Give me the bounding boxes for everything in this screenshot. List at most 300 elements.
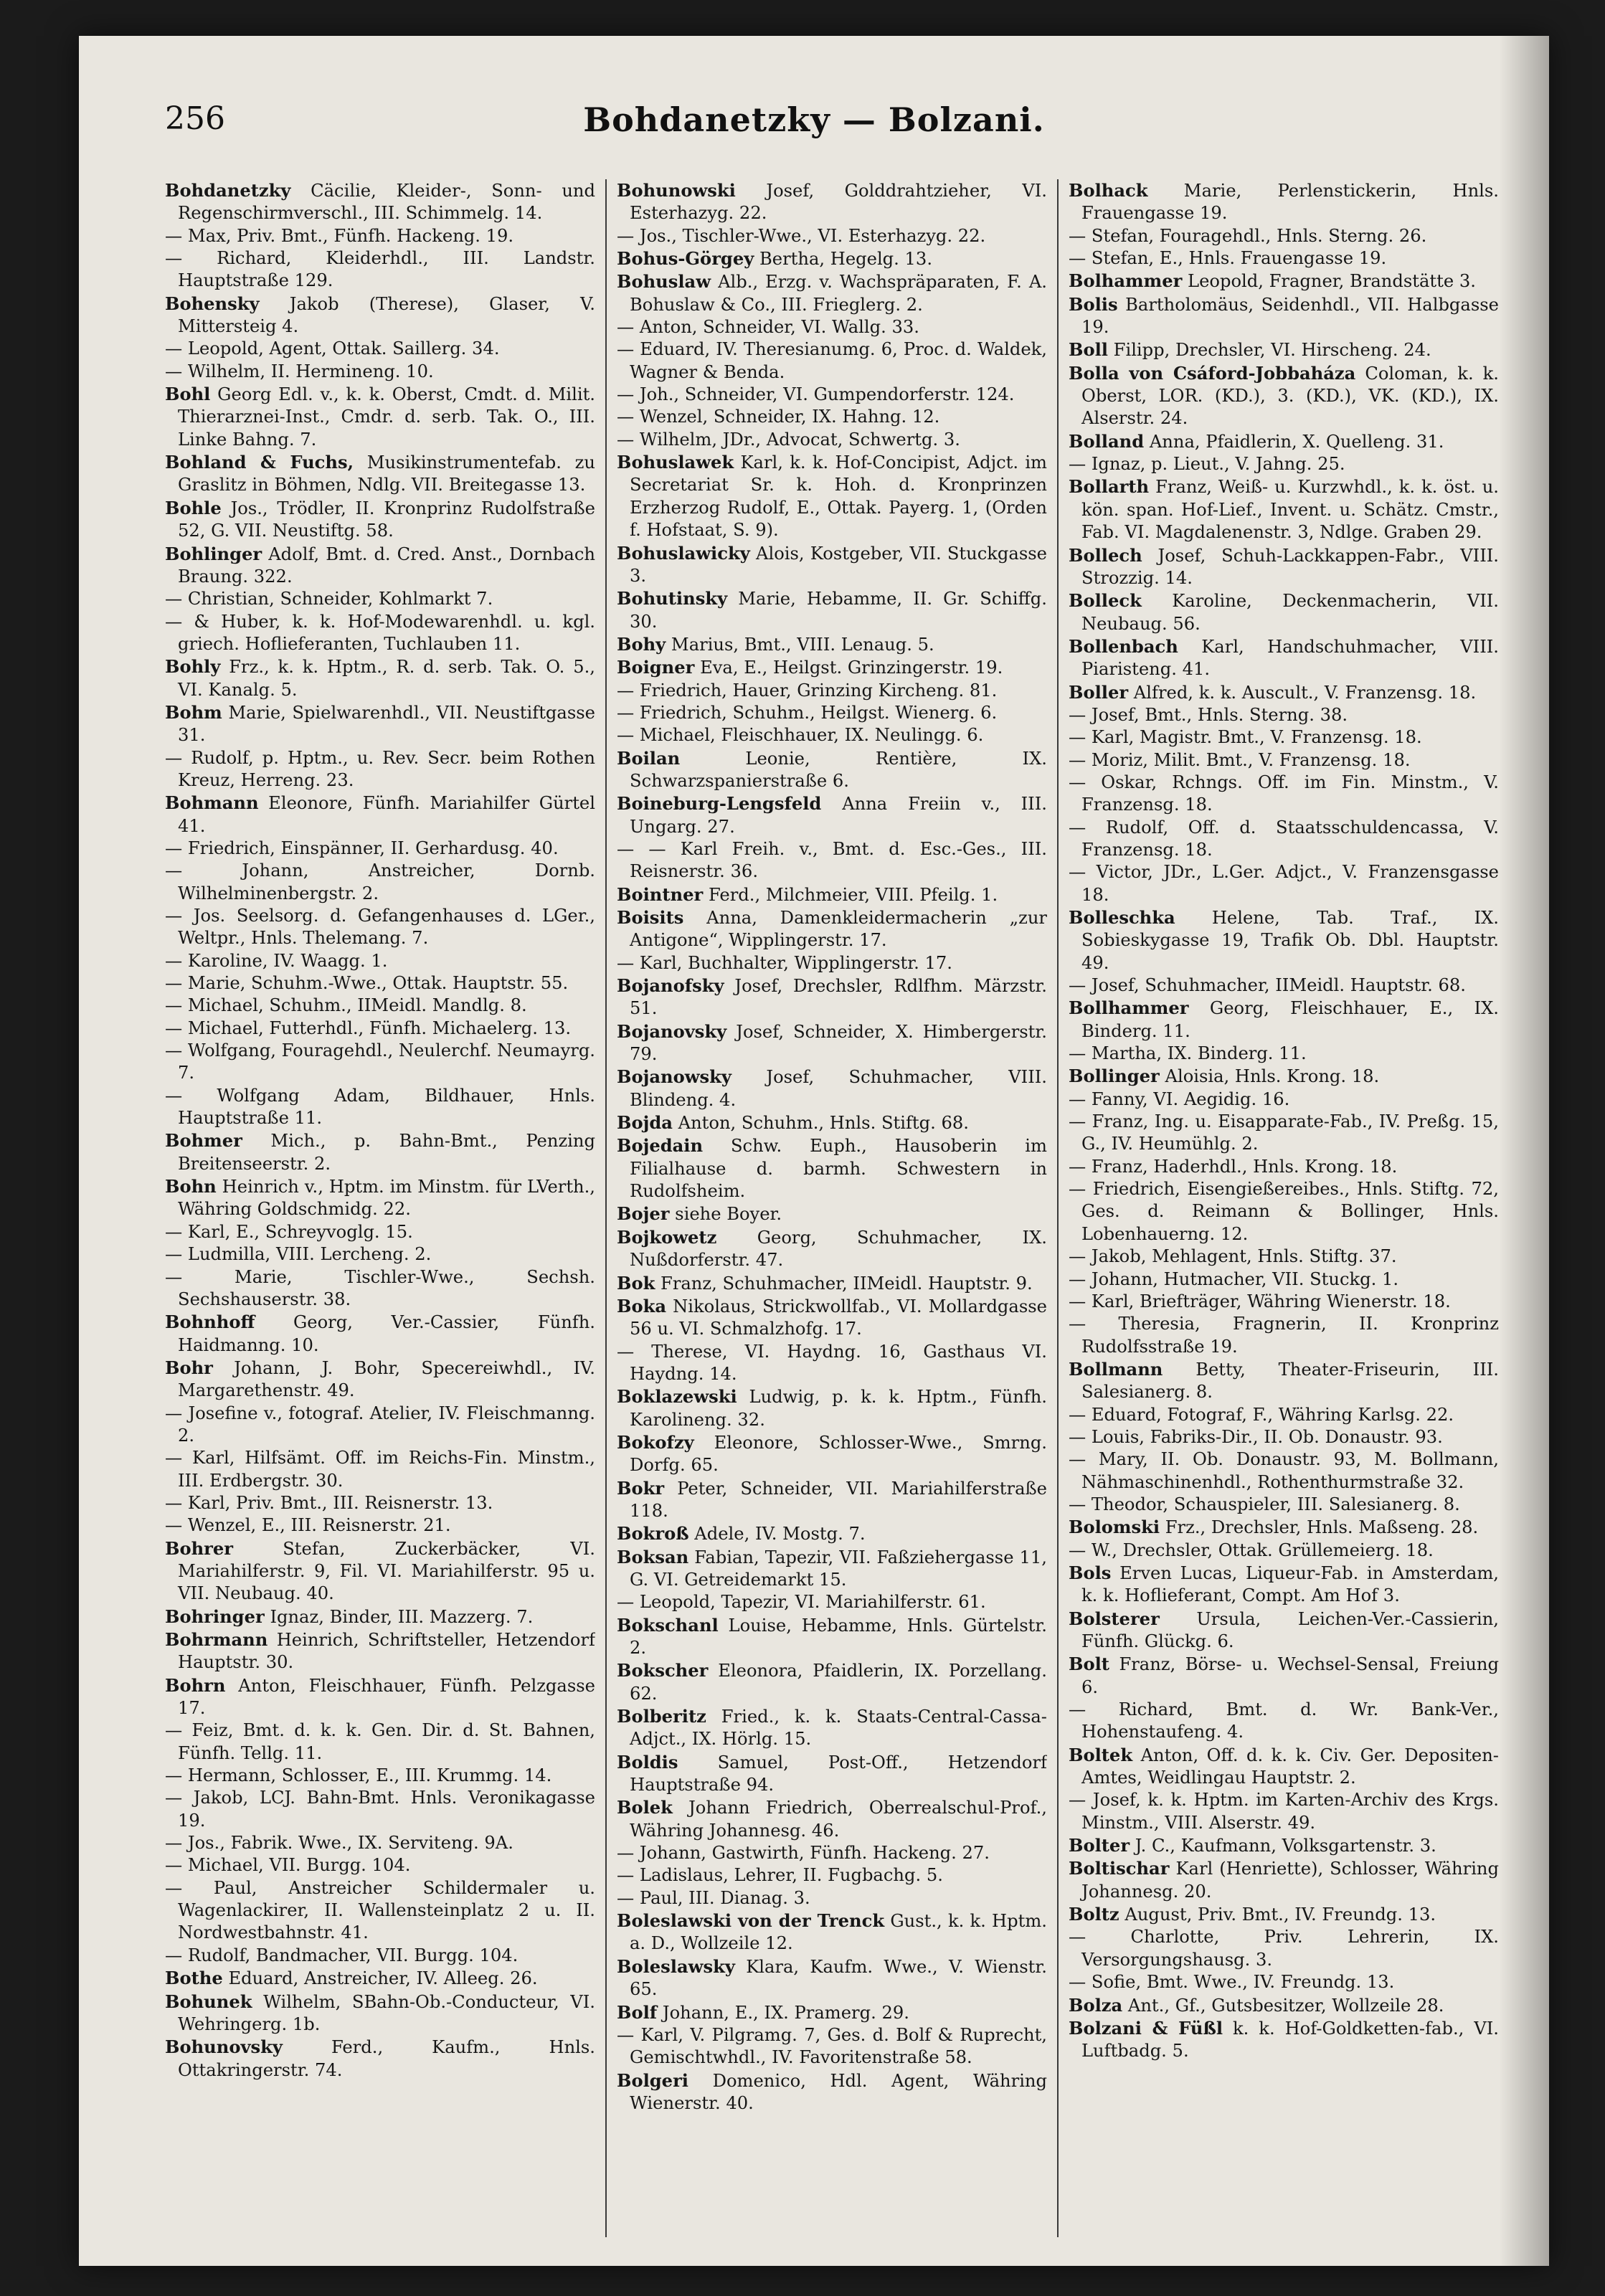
entry-details: — Leopold, Agent, Ottak. Saillerg. 34.	[165, 338, 500, 359]
directory-entry	[165, 1017, 595, 1040]
entry-surname: Boleslawsky	[617, 1955, 735, 1977]
directory-entry	[165, 1719, 595, 1765]
entry-surname: Bohmann	[165, 792, 259, 814]
directory-entry	[165, 1832, 595, 1854]
entry-details: — Moriz, Milit. Bmt., V. Franzensg. 18.	[1069, 749, 1411, 770]
entry-surname: Bohn	[165, 1176, 217, 1197]
directory-entry	[1069, 362, 1499, 430]
directory-entry	[165, 451, 595, 497]
directory-entry	[617, 974, 1047, 1020]
directory-entry	[165, 1877, 595, 1945]
directory-entry	[165, 1787, 595, 1832]
directory-entry	[1069, 1744, 1499, 1790]
entry-details: — Leopold, Tapezir, VI. Mariahilferstr. 61.	[617, 1592, 986, 1613]
directory-entry	[617, 1202, 1047, 1225]
entry-details: Marie, Hebamme, II. Gr. Schiffg. 30.	[630, 589, 1047, 632]
entry-details: — Jos., Fabrik. Wwe., IX. Serviteng. 9A.	[165, 1833, 513, 1854]
entry-surname: Bohly	[165, 656, 221, 678]
entry-details: Eduard, Anstreicher, IV. Alleeg. 26.	[228, 1968, 538, 1989]
directory-entry	[1069, 430, 1499, 453]
directory-entry	[1069, 817, 1499, 862]
entry-details: Ferd., Milchmeier, VIII. Pfeilg. 1.	[708, 884, 998, 905]
directory-entry	[617, 633, 1047, 656]
entry-details: Ant., Gf., Gutsbesitzer, Wollzeile 28.	[1127, 1995, 1444, 2016]
directory-entry	[617, 1546, 1047, 1592]
directory-entry	[617, 838, 1047, 883]
directory-entry	[165, 792, 595, 838]
entry-details: — Josef, Bmt., Hnls. Sterng. 38.	[1069, 704, 1348, 725]
entry-details: Karl, Handschuhmacher, VIII. Piaristeng. 41.	[1081, 636, 1499, 680]
entry-details: Ignaz, Binder, III. Mazzerg. 7.	[270, 1606, 534, 1627]
entry-details: — Eduard, IV. Theresianumg. 6, Proc. d. Waldek, Wagner & Benda.	[617, 339, 1047, 382]
directory-entry	[617, 225, 1047, 247]
directory-entry	[1069, 1516, 1499, 1539]
directory-entry	[1069, 1156, 1499, 1178]
entry-details: — Johann, Anstreicher, Dornb. Wilhelminenbergstr. 2.	[165, 860, 595, 903]
directory-entry	[1069, 1426, 1499, 1448]
directory-entry	[165, 1605, 595, 1628]
entry-details: Domenico, Hdl. Agent, Währing Wienerstr. 40.	[630, 2070, 1047, 2113]
entry-surname: Bohrer	[165, 1537, 234, 1559]
directory-entry	[165, 1040, 595, 1085]
entry-details: Josef, Schuh-Lackkappen-Fabr., VIII. Strozzig. 14.	[1081, 545, 1499, 588]
entry-details: Franz, Weiß- u. Kurzwhdl., k. k. öst. u. kön. span. Hof-Lief., Invent. u. Schätz. Cmstr., Fab. VI. Magdalenenstr. 3, Ndlge. Graben 29.	[1081, 477, 1499, 543]
directory-entry	[165, 1991, 595, 2036]
entry-details: Bartholomäus, Seidenhdl., VII. Halbgasse 19.	[1081, 294, 1499, 338]
entry-surname: Bohringer	[165, 1605, 265, 1627]
entry-surname: Bojanofsky	[617, 975, 724, 997]
column-3	[1069, 179, 1499, 2244]
directory-entry	[165, 1765, 595, 1787]
directory-entry	[165, 950, 595, 972]
directory-entry	[165, 247, 595, 293]
entry-details: Josef, Schneider, X. Himbergerstr. 79.	[630, 1021, 1047, 1065]
entry-details: Coloman, k. k. Oberst, LOR. (KD.), 3. (KD.), VK. (KD.), IX. Alserstr. 24.	[1081, 363, 1499, 429]
entry-details: Johann, J. Bohr, Specereiwhdl., IV. Margarethenstr. 49.	[178, 1357, 595, 1401]
entry-details: — Eduard, Fotograf, F., Währing Karlsg. 22.	[1069, 1404, 1454, 1425]
directory-entry	[1069, 1268, 1499, 1291]
directory-entry	[1069, 1789, 1499, 1834]
entry-surname: Bohnhoff	[165, 1311, 255, 1333]
directory-entry	[617, 2001, 1047, 2024]
directory-entry	[165, 588, 595, 610]
directory-entry	[1069, 749, 1499, 772]
directory-entry	[165, 701, 595, 747]
entry-details: — Joh., Schneider, VI. Gumpendorferstr. 124.	[617, 384, 1015, 405]
directory-entry	[1069, 1404, 1499, 1426]
entry-details: — Michael, Fleischhauer, IX. Neulingg. 6.	[617, 725, 984, 746]
entry-surname: Boilan	[617, 747, 681, 769]
directory-entry	[165, 1537, 595, 1605]
entry-details: Alfred, k. k. Auscult., V. Franzensg. 18.	[1133, 682, 1477, 703]
directory-entry	[1069, 1994, 1499, 2017]
entry-details: — Friedrich, Eisengießereibes., Hnls. Stiftg. 72, Ges. d. Reimann & Bollinger, Hnls. Lobenhauerng. 12.	[1069, 1179, 1499, 1244]
entry-surname: Bohland & Fuchs,	[165, 452, 354, 473]
entry-details: Louise, Hebamme, Hnls. Gürtelstr. 2.	[630, 1615, 1047, 1658]
directory-entry	[617, 883, 1047, 906]
entry-details: Nikolaus, Strickwollfab., VI. Mollardgasse 56 u. VI. Schmalzhofg. 17.	[630, 1296, 1047, 1339]
entry-surname: Bolzani & Füßl	[1069, 2017, 1223, 2039]
entry-details: Heinrich v., Hptm. im Minstm. für LVerth., Währing Goldschmidg. 22.	[178, 1177, 595, 1220]
entry-details: — Anton, Schneider, VI. Wallg. 33.	[617, 317, 919, 338]
entry-details: k. k. Hof-Goldketten-fab., VI. Luftbadg. 5.	[1081, 2018, 1499, 2062]
entry-details: — Michael, VII. Burgg. 104.	[165, 1855, 411, 1876]
directory-entry	[1069, 1494, 1499, 1516]
entry-details: — — Karl Freih. v., Bmt. d. Esc.-Ges., III. Reisnerstr. 36.	[617, 838, 1047, 882]
directory-entry	[617, 1887, 1047, 1910]
directory-entry	[617, 1066, 1047, 1111]
directory-entry	[1069, 1562, 1499, 1608]
directory-entry	[617, 1522, 1047, 1545]
entry-details: Josef, Drechsler, Rdlfhm. Märzstr. 51.	[630, 976, 1047, 1019]
directory-entry	[165, 1628, 595, 1674]
column-divider	[605, 179, 607, 2237]
entry-surname: Bolla von Csáford-Jobbaháza	[1069, 362, 1356, 384]
directory-entry	[617, 1272, 1047, 1295]
entry-details: Ursula, Leichen-Ver.-Cassierin, Fünfh. Glückg. 6.	[1081, 1608, 1499, 1651]
entry-surname: Bohensky	[165, 293, 260, 314]
entry-details: Franz, Börse- u. Wechsel-Sensal, Freiung 6.	[1081, 1654, 1499, 1697]
entry-surname: Bolhack	[1069, 180, 1148, 201]
entry-details: Aloisia, Hnls. Krong. 18.	[1165, 1066, 1380, 1087]
directory-entry	[617, 952, 1047, 974]
entry-surname: Bohuslawicky	[617, 542, 750, 564]
directory-entry	[165, 1311, 595, 1357]
entry-details: Fabian, Tapezir, VII. Faßziehergasse 11, G. VI. Getreidemarkt 15.	[630, 1547, 1047, 1590]
entry-surname: Bollhammer	[1069, 997, 1189, 1019]
entry-surname: Bohunowski	[617, 180, 736, 201]
entry-details: — Oskar, Rchngs. Off. im Fin. Minstm., V. Franzensg. 18.	[1069, 772, 1499, 815]
entry-details: — Karl, Magistr. Bmt., V. Franzensg. 18.	[1069, 727, 1422, 748]
entry-surname: Bolis	[1069, 293, 1118, 315]
entry-details: — Johann, Hutmacher, VII. Stuckg. 1.	[1069, 1268, 1399, 1289]
entry-surname: Bollech	[1069, 544, 1142, 566]
directory-entry	[165, 655, 595, 701]
directory-entry	[617, 1796, 1047, 1842]
entry-surname: Bolt	[1069, 1654, 1109, 1675]
column-2	[617, 179, 1047, 2244]
directory-entry	[617, 1955, 1047, 2001]
entry-details: Johann Friedrich, Oberrealschul-Prof., Währing Johannesg. 46.	[630, 1798, 1047, 1841]
entry-details: — Franz, Ing. u. Eisapparate-Fab., IV. Preßg. 15, G., IV. Heumühlg. 2.	[1069, 1111, 1499, 1154]
directory-entry	[1069, 2017, 1499, 2063]
entry-details: — Stefan, E., Hnls. Frauengasse 19.	[1069, 248, 1387, 269]
entry-surname: Bohdanetzky	[165, 180, 291, 201]
entry-details: — Marie, Tischler-Wwe., Sechsh. Sechshauserstr. 38.	[165, 1266, 595, 1309]
entry-details: — Karl, Priv. Bmt., III. Reisnerstr. 13.	[165, 1492, 493, 1513]
entry-details: — Wolfgang, Fouragehdl., Neulerchf. Neumayrg. 7.	[165, 1040, 595, 1083]
entry-surname: Bolf	[617, 2001, 658, 2023]
directory-entry	[617, 1705, 1047, 1751]
directory-entry	[1069, 1178, 1499, 1246]
directory-entry	[617, 1431, 1047, 1477]
directory-entry	[165, 1085, 595, 1130]
entry-details: Eleonore, Fünfh. Mariahilfer Gürtel 41.	[178, 793, 595, 836]
page-edge-shadow	[1499, 36, 1549, 2266]
directory-entry	[1069, 1448, 1499, 1494]
directory-entry	[1069, 1111, 1499, 1156]
entry-surname: Boigner	[617, 657, 695, 678]
directory-entry	[165, 1674, 595, 1720]
entry-details: — Stefan, Fouragehdl., Hnls. Sterng. 26.	[1069, 225, 1427, 246]
entry-surname: Bojda	[617, 1112, 673, 1134]
entry-details: — W., Drechsler, Ottak. Grüllemeierg. 18.	[1069, 1540, 1434, 1560]
directory-entry	[1069, 1540, 1499, 1562]
directory-entry	[165, 1175, 595, 1221]
directory-entry	[617, 270, 1047, 316]
directory-entry	[617, 338, 1047, 384]
entry-surname: Bok	[617, 1272, 655, 1294]
entry-surname: Bojanovsky	[617, 1020, 727, 1042]
entry-details: — Rudolf, Bandmacher, VII. Burgg. 104.	[165, 1945, 519, 1965]
entry-surname: Boller	[1069, 681, 1129, 703]
entry-surname: Bols	[1069, 1562, 1112, 1583]
entry-details: Stefan, Zuckerbäcker, VI. Mariahilferstr. 9, Fil. VI. Mariahilferstr. 95 u. VII. Neubaug. 40.	[178, 1538, 595, 1604]
directory-entry	[1069, 726, 1499, 749]
directory-entry	[617, 1295, 1047, 1341]
entry-surname: Bohus-Görgey	[617, 248, 754, 270]
entry-details: Marius, Bmt., VIII. Lenaug. 5.	[671, 634, 934, 655]
directory-entry	[165, 747, 595, 792]
page-number: 256	[165, 100, 225, 137]
entry-details: — Theresia, Fragnerin, II. Kronprinz Rudolfsstraße 19.	[1069, 1314, 1499, 1357]
entry-details: — Karl, Briefträger, Währing Wienerstr. 18.	[1069, 1291, 1451, 1311]
entry-details: — Michael, Schuhm., IIMeidl. Mandlg. 8.	[165, 995, 527, 1016]
entry-details: August, Priv. Bmt., IV. Freundg. 13.	[1125, 1904, 1436, 1925]
entry-details: Gust., k. k. Hptm. a. D., Wollzeile 12.	[630, 1911, 1047, 1954]
directory-entry	[617, 1111, 1047, 1134]
directory-entry	[617, 680, 1047, 702]
entry-details: — Wilhelm, II. Hermineng. 10.	[165, 361, 434, 381]
entry-surname: Bohutinsky	[617, 588, 728, 609]
entry-details: Leopold, Fragner, Brandstätte 3.	[1188, 271, 1476, 292]
entry-surname: Bohr	[165, 1357, 213, 1378]
directory-entry	[165, 1854, 595, 1877]
directory-entry	[617, 247, 1047, 270]
directory-entry	[165, 2036, 595, 2082]
entry-surname: Boltz	[1069, 1904, 1119, 1925]
entry-details: — Josefine v., fotograf. Atelier, IV. Fleischmanng. 2.	[165, 1403, 595, 1446]
directory-entry	[617, 2069, 1047, 2115]
entry-details: Schw. Euph., Hausoberin im Filialhause d. barmh. Schwestern in Rudolfsheim.	[630, 1136, 1047, 1202]
entry-surname: Bohle	[165, 497, 222, 518]
entry-surname: Boll	[1069, 339, 1108, 361]
entry-details: Adolf, Bmt. d. Cred. Anst., Dornbach Braung. 322.	[178, 544, 595, 587]
directory-entry	[1069, 247, 1499, 270]
entry-details: — Jakob, LCJ. Bahn-Bmt. Hnls. Veronikagasse 19.	[165, 1788, 595, 1831]
entry-details: — Richard, Kleiderhdl., III. Landstr. Hauptstraße 129.	[165, 248, 595, 291]
entry-details: Cäcilie, Kleider-, Sonn- und Regenschirmverschl., III. Schimmelg. 14.	[178, 181, 595, 224]
column-divider	[1057, 179, 1059, 2237]
entry-details: Georg, Schuhmacher, IX. Nußdorferstr. 47.	[630, 1227, 1047, 1271]
entry-details: — Max, Priv. Bmt., Fünfh. Hackeng. 19.	[165, 225, 514, 246]
directory-entry	[165, 1243, 595, 1266]
directory-entry	[1069, 1291, 1499, 1313]
entry-details: Eva, E., Heilgst. Grinzingerstr. 19.	[700, 658, 1003, 678]
entry-details: — Rudolf, Off. d. Staatsschuldencassa, V. Franzensg. 18.	[1069, 817, 1499, 860]
directory-entry	[617, 451, 1047, 541]
entry-details: — Karl, E., Schreyvoglg. 15.	[165, 1221, 413, 1242]
entry-details: Frz., Drechsler, Hnls. Maßseng. 28.	[1165, 1517, 1479, 1538]
directory-entry	[617, 906, 1047, 952]
directory-entry	[617, 316, 1047, 338]
entry-details: Georg, Ver.-Cassier, Fünfh. Haidmanng. 10.	[178, 1312, 595, 1355]
entry-details: — Fanny, VI. Aegidig. 16.	[1069, 1088, 1290, 1109]
directory-entry	[617, 1591, 1047, 1613]
entry-surname: Bohmer	[165, 1130, 242, 1152]
entry-details: — Hermann, Schlosser, E., III. Krummg. 14.	[165, 1765, 552, 1786]
entry-surname: Bolgeri	[617, 2069, 688, 2091]
entry-details: — & Huber, k. k. Hof-Modewarenhdl. u. kgl. griech. Hoflieferanten, Tuchlauben 11.	[165, 611, 595, 654]
entry-surname: Boldis	[617, 1751, 678, 1773]
entry-surname: Bointner	[617, 883, 704, 905]
directory-entry	[1069, 270, 1499, 293]
directory-entry	[617, 656, 1047, 679]
entry-details: — Friedrich, Hauer, Grinzing Kircheng. 81.	[617, 680, 998, 701]
entry-details: — Ignaz, p. Lieut., V. Jahng. 25.	[1069, 454, 1345, 475]
entry-surname: Bojedain	[617, 1135, 704, 1157]
entry-surname: Bohy	[617, 633, 666, 655]
directory-entry	[1069, 861, 1499, 906]
entry-surname: Bolomski	[1069, 1517, 1160, 1538]
directory-entry	[165, 383, 595, 451]
entry-details: Fried., k. k. Staats-Central-Cassa-Adjct., IX. Hörlg. 15.	[630, 1707, 1047, 1750]
entry-surname: Boltek	[1069, 1744, 1133, 1765]
entry-details: Heinrich, Schriftsteller, Hetzendorf Hauptstr. 30.	[178, 1630, 595, 1673]
entry-surname: Boleslawski von der Trenck	[617, 1910, 885, 1932]
running-title: Bohdanetzky — Bolzani.	[583, 100, 1045, 139]
directory-entry	[165, 1403, 595, 1448]
entry-details: Anna, Damenkleidermacherin „zur Antigone“, Wipplingerstr. 17.	[630, 908, 1047, 951]
entry-surname: Bokscher	[617, 1660, 709, 1681]
entry-details: — Paul, III. Dianag. 3.	[617, 1887, 810, 1908]
entry-details: Alois, Kostgeber, VII. Stuckgasse 3.	[630, 543, 1047, 586]
entry-details: — Karoline, IV. Waagg. 1.	[165, 950, 388, 971]
directory-entry	[1069, 1857, 1499, 1903]
entry-surname: Bollarth	[1069, 476, 1150, 498]
entry-surname: Bokofzy	[617, 1431, 694, 1453]
entry-surname: Bohunek	[165, 1991, 252, 2012]
directory-entry	[1069, 1834, 1499, 1857]
directory-entry	[165, 905, 595, 950]
entry-details: Eleonore, Schlosser-Wwe., Smrng. Dorfg. 65.	[630, 1432, 1047, 1476]
directory-entry	[617, 1910, 1047, 1955]
entry-details: — Wolfgang Adam, Bildhauer, Hnls. Hauptstraße 11.	[165, 1085, 595, 1129]
entry-details: — Karl, Buchhalter, Wipplingerstr. 17.	[617, 952, 952, 973]
entry-details: Anton, Schuhm., Hnls. Stiftg. 68.	[678, 1113, 969, 1134]
entry-details: Bertha, Hegelg. 13.	[759, 249, 933, 270]
entry-details: — Louis, Fabriks-Dir., II. Ob. Donaustr. 93.	[1069, 1426, 1443, 1447]
entry-details: Karl, k. k. Hof-Concipist, Adjct. im Secretariat Sr. k. Hoh. d. Kronprinzen Erzherzog Rudolf, E., Ottak. Payerg. 1, (Orden f. Hofstaat, S. 9).	[630, 452, 1047, 541]
entry-details: — Wilhelm, JDr., Advocat, Schwertg. 3.	[617, 429, 960, 450]
directory-entry	[1069, 1971, 1499, 1993]
entry-surname: Bohuslawek	[617, 452, 734, 473]
entry-details: Anton, Fleischhauer, Fünfh. Pelzgasse 17.	[178, 1675, 595, 1719]
entry-details: Alb., Erzg. v. Wachspräparaten, F. A. Bohuslaw & Co., III. Frieglerg. 2.	[630, 272, 1047, 315]
entry-details: Karoline, Deckenmacherin, VII. Neubaug. 56.	[1081, 591, 1499, 634]
entry-details: — Sofie, Bmt. Wwe., IV. Freundg. 13.	[1069, 1972, 1395, 1993]
directory-entry	[617, 179, 1047, 225]
entry-details: — Mary, II. Ob. Donaustr. 93, M. Bollmann, Nähmaschinenhdl., Rothenthurmstraße 32.	[1069, 1449, 1499, 1492]
directory-entry	[165, 1221, 595, 1243]
entry-surname: Bohm	[165, 701, 222, 723]
directory-page	[79, 36, 1549, 2266]
directory-entry	[617, 702, 1047, 724]
directory-entry	[617, 587, 1047, 633]
entry-details: — Ludmilla, VIII. Lercheng. 2.	[165, 1244, 432, 1265]
entry-surname: Boka	[617, 1295, 667, 1317]
entry-details: Marie, Spielwarenhdl., VII. Neustiftgasse 31.	[178, 702, 595, 746]
entry-details: Anna Freiin v., III. Ungarg. 27.	[630, 794, 1047, 837]
entry-surname: Boisits	[617, 907, 684, 928]
entry-details: Ferd., Kaufm., Hnls. Ottakringerstr. 74.	[178, 2037, 595, 2080]
directory-entry	[1069, 225, 1499, 247]
entry-surname: Boineburg-Lengsfeld	[617, 793, 822, 815]
directory-entry	[1069, 1358, 1499, 1404]
entry-details: Helene, Tab. Traf., IX. Sobieskygasse 19, Trafik Ob. Dbl. Hauptstr. 49.	[1081, 908, 1499, 973]
entry-details: — Feiz, Bmt. d. k. k. Gen. Dir. d. St. Bahnen, Fünfh. Tellg. 11.	[165, 1720, 595, 1763]
column-1	[165, 179, 595, 2244]
directory-entry	[617, 406, 1047, 428]
entry-details: Klara, Kaufm. Wwe., V. Wienstr. 65.	[630, 1956, 1047, 2000]
entry-details: siehe Boyer.	[675, 1204, 782, 1225]
entry-details: — Friedrich, Einspänner, II. Gerhardusg. 40.	[165, 838, 559, 858]
entry-details: — Charlotte, Priv. Lehrerin, IX. Versorgungshausg. 3.	[1069, 1927, 1499, 1970]
directory-entry	[1069, 681, 1499, 704]
entry-details: Johann, E., IX. Pramerg. 29.	[662, 2002, 909, 2023]
directory-entry	[1069, 1065, 1499, 1088]
entry-details: Mich., p. Bahn-Bmt., Penzing Breitenseerstr. 2.	[178, 1131, 595, 1174]
entry-details: — Therese, VI. Haydng. 16, Gasthaus VI. Haydng. 14.	[617, 1341, 1047, 1384]
entry-details: — Friedrich, Schuhm., Heilgst. Wienerg. 6.	[617, 702, 998, 723]
directory-entry	[1069, 544, 1499, 590]
entry-details: Anton, Off. d. k. k. Civ. Ger. Depositen-Amtes, Weidlingau Hauptstr. 2.	[1081, 1745, 1499, 1788]
entry-surname: Bolland	[1069, 430, 1145, 452]
entry-surname: Bothe	[165, 1968, 223, 1989]
directory-entry	[617, 724, 1047, 746]
directory-entry	[617, 1385, 1047, 1431]
entry-surname: Bohl	[165, 384, 211, 405]
directory-entry	[617, 1020, 1047, 1066]
entry-surname: Bohrmann	[165, 1629, 268, 1650]
directory-entry	[1069, 589, 1499, 635]
directory-entry	[165, 225, 595, 247]
entry-details: Wilhelm, SBahn-Ob.-Conducteur, VI. Wehringerg. 1b.	[178, 1991, 595, 2034]
directory-entry	[165, 860, 595, 905]
entry-details: Ludwig, p. k. k. Hptm., Fünfh. Karolineng. 32.	[630, 1387, 1047, 1430]
entry-surname: Bolleck	[1069, 590, 1142, 612]
directory-entry	[1069, 974, 1499, 997]
directory-entry	[1069, 475, 1499, 544]
entry-details: — Michael, Futterhdl., Fünfh. Michaelerg. 13.	[165, 1017, 572, 1038]
entry-surname: Bollinger	[1069, 1066, 1160, 1087]
directory-entry	[617, 1751, 1047, 1797]
entry-surname: Bolhammer	[1069, 270, 1183, 292]
directory-entry	[165, 179, 595, 225]
directory-entry	[1069, 293, 1499, 339]
entry-details: Jos., Trödler, II. Kronprinz Rudolfstraße 52, G. VII. Neustiftg. 58.	[178, 498, 595, 541]
directory-entry	[165, 1357, 595, 1403]
directory-entry	[165, 497, 595, 543]
entry-surname: Bolza	[1069, 1994, 1123, 2016]
directory-entry	[165, 838, 595, 860]
directory-entry	[617, 1477, 1047, 1523]
directory-entry	[165, 1129, 595, 1175]
entry-surname: Bolek	[617, 1797, 673, 1818]
entry-details: Samuel, Post-Off., Hetzendorf Hauptstraße 94.	[630, 1752, 1047, 1795]
entry-surname: Boksan	[617, 1546, 689, 1567]
directory-entry	[1069, 179, 1499, 225]
